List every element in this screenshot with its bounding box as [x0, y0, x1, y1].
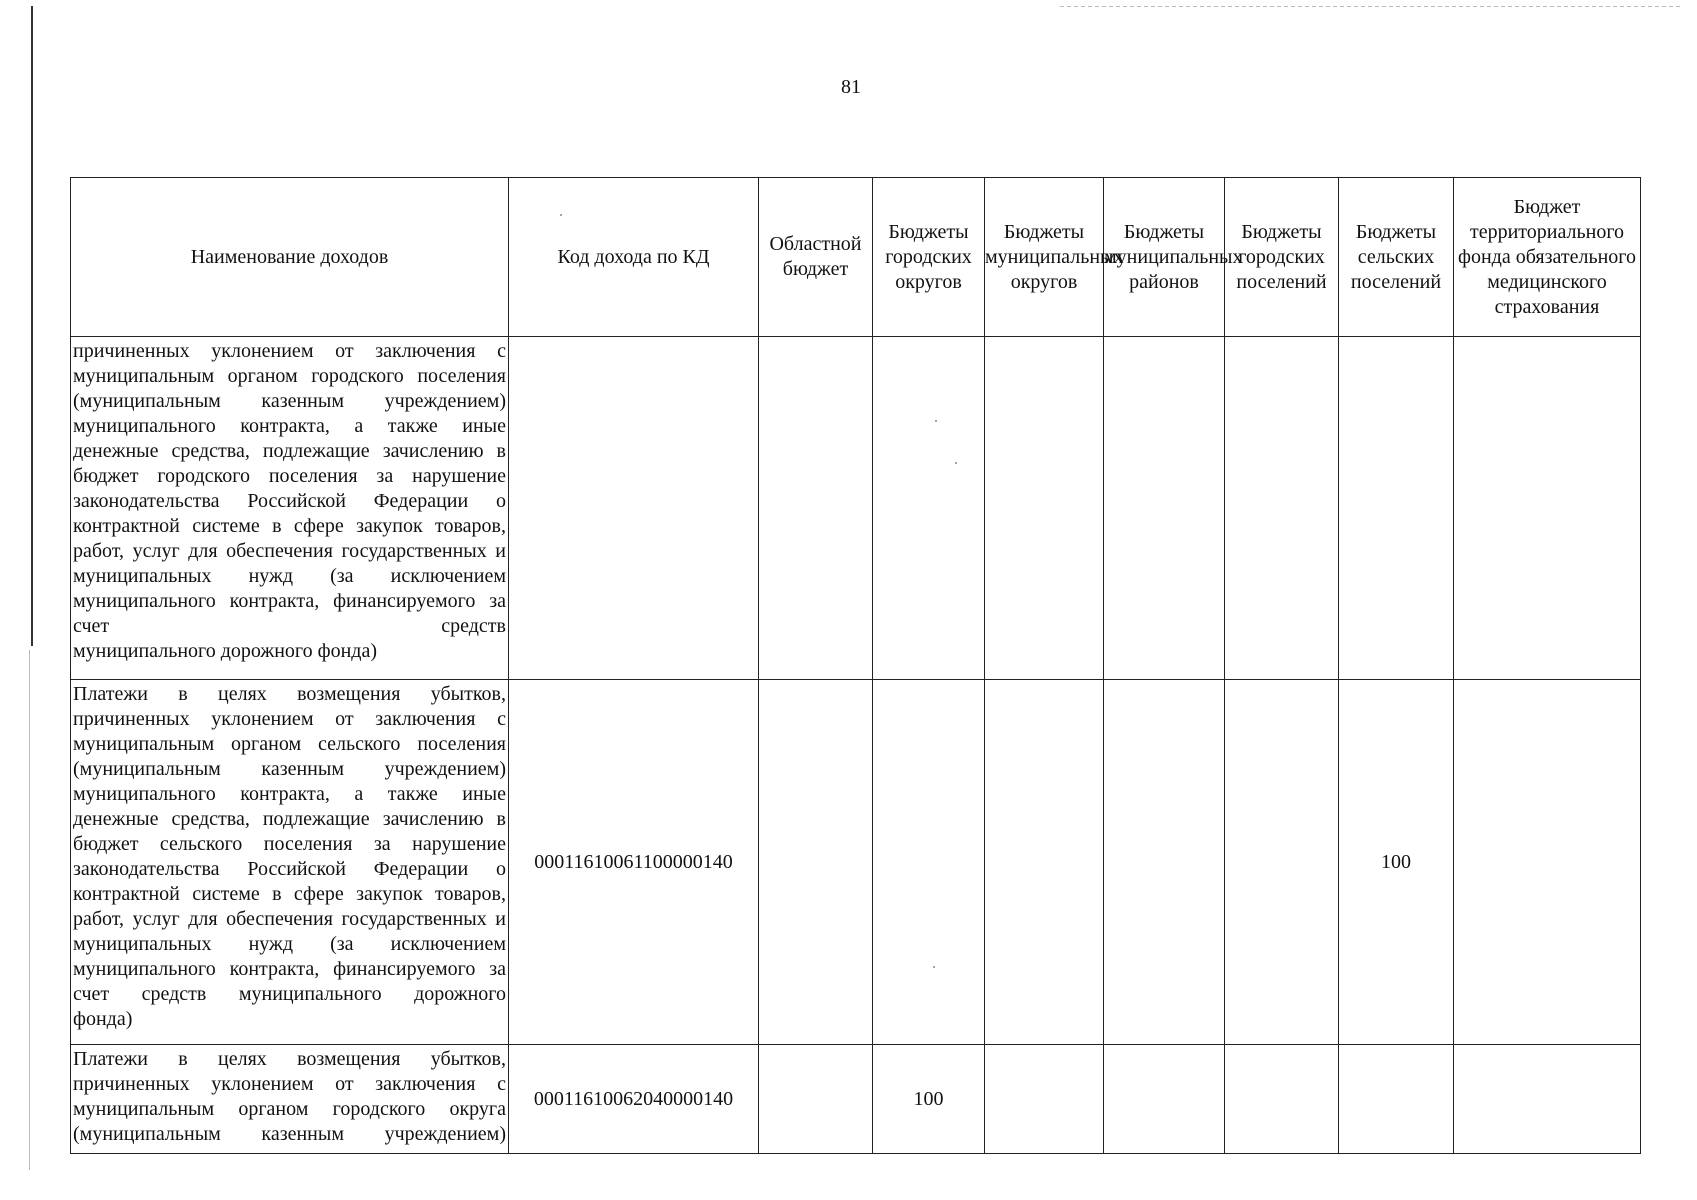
desc-line: поселения (муниципальным казенным — [73, 365, 506, 412]
table-row — [71, 1045, 1641, 1154]
desc-line: причиненных уклонением от заключения с — [73, 1073, 506, 1095]
header-rural-settlements: Бюджеты сельских поселений — [1339, 178, 1454, 337]
header-municipal-okrug: Бюджеты муниципальных округов — [985, 178, 1104, 337]
desc-line: Платежи в целях возмещения убытков, — [73, 683, 506, 705]
code-cell: 00011610061100000140 — [509, 680, 759, 1045]
municipal-regions-cell — [1104, 1045, 1225, 1154]
scan-speck — [935, 420, 937, 422]
desc-line: также иные денежные средства, подлежащие — [73, 415, 506, 462]
municipal-okrug-cell — [985, 337, 1104, 680]
municipal-regions-cell — [1104, 680, 1225, 1045]
desc-line: исключением муниципального контракта, — [73, 565, 506, 612]
desc-line: финансируемого за счет средств — [73, 590, 506, 637]
desc-line: фонда) — [73, 1008, 133, 1030]
header-code: Код дохода по КД — [509, 178, 759, 337]
desc-line: контрактной системе в сфере закупок товаров, — [73, 883, 506, 905]
desc-line: работ, услуг для обеспечения государственных — [73, 908, 487, 930]
binding-margin-line-faint — [29, 650, 30, 1170]
header-regional: Областной бюджет — [759, 178, 873, 337]
page-number: 81 — [841, 76, 861, 98]
municipal-okrug-cell — [985, 680, 1104, 1045]
desc-line: Федерации о контрактной системе в сфере — [73, 490, 506, 537]
binding-margin-line — [31, 6, 33, 646]
city-districts-cell — [873, 680, 985, 1045]
code-cell — [509, 337, 759, 680]
income-table — [70, 177, 1641, 1154]
desc-line: государственных и муниципальных нужд (за — [73, 540, 507, 587]
desc-line: Платежи в целях возмещения убытков, — [73, 1048, 506, 1070]
income-name-cell — [71, 680, 509, 1045]
rural-settlements-cell — [1339, 337, 1454, 680]
urban-settlements-cell — [1225, 1045, 1339, 1154]
desc-line: муниципальным органом городского округа — [73, 1098, 506, 1120]
desc-line: и муниципальных нужд (за исключением — [73, 908, 506, 955]
desc-line: муниципального контракта, а также иные — [73, 783, 506, 805]
desc-line: денежные средства, подлежащие зачислению в — [73, 808, 506, 830]
scan-speck — [560, 214, 562, 216]
tfoms-cell — [1454, 337, 1641, 680]
desc-line: зачислению в бюджет городского поселения за — [73, 440, 507, 487]
desc-line: муниципального дорожного фонда) — [73, 640, 378, 662]
city-districts-cell — [873, 337, 985, 680]
desc-line: закупок товаров, работ, услуг для обеспечения — [73, 515, 506, 562]
tfoms-cell — [1454, 1045, 1641, 1154]
scan-speck — [955, 462, 957, 464]
desc-line: муниципальным органом городского — [73, 365, 404, 387]
table-row — [71, 337, 1641, 680]
header-name: Наименование доходов — [71, 178, 509, 337]
scan-speck — [933, 966, 935, 968]
rural-settlements-cell: 100 — [1339, 680, 1454, 1045]
municipal-regions-cell — [1104, 337, 1225, 680]
table-row — [71, 680, 1641, 1045]
regional-cell — [759, 680, 873, 1045]
desc-line: муниципальным органом сельского поселения — [73, 733, 506, 755]
desc-line: причиненных уклонением от заключения с — [73, 340, 506, 362]
header-city-districts: Бюджеты городских округов — [873, 178, 985, 337]
desc-line: нарушение законодательства Российской — [73, 465, 506, 512]
rural-settlements-cell — [1339, 1045, 1454, 1154]
desc-line: (муниципальным казенным учреждением) — [73, 758, 506, 780]
municipal-okrug-cell — [985, 1045, 1104, 1154]
desc-line: муниципального контракта, финансируемого — [73, 958, 476, 980]
urban-settlements-cell — [1225, 337, 1339, 680]
city-districts-cell: 100 — [873, 1045, 985, 1154]
desc-line: бюджет сельского поселения за нарушение — [73, 833, 506, 855]
scan-top-edge — [1060, 6, 1680, 7]
desc-line: учреждением) муниципального контракта, а — [73, 390, 506, 437]
desc-line: законодательства Российской Федерации о — [73, 858, 506, 880]
regional-cell — [759, 1045, 873, 1154]
urban-settlements-cell — [1225, 680, 1339, 1045]
header-tfoms: Бюджет территориального фонда обязательного медицинского страхования — [1454, 178, 1641, 337]
header-urban-settlements: Бюджеты городских поселений — [1225, 178, 1339, 337]
header-municipal-regions: Бюджеты муниципальных районов — [1104, 178, 1225, 337]
table-header-row — [71, 178, 1641, 337]
desc-line: за счет средств муниципального дорожного — [73, 958, 506, 1005]
desc-line: (муниципальным казенным учреждением) — [73, 1123, 506, 1145]
regional-cell — [759, 337, 873, 680]
tfoms-cell — [1454, 680, 1641, 1045]
income-name-cell — [71, 337, 509, 680]
desc-line: причиненных уклонением от заключения с — [73, 708, 506, 730]
code-cell: 00011610062040000140 — [509, 1045, 759, 1154]
income-name-cell — [71, 1045, 509, 1154]
